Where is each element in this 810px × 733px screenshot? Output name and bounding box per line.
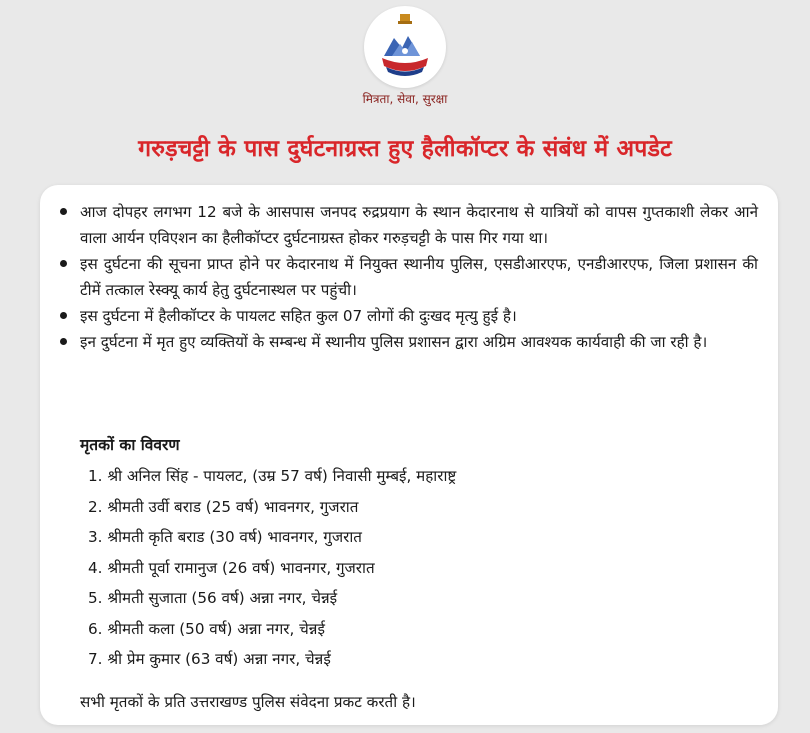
deceased-item: 6. श्रीमती कला (50 वर्ष) अन्ना नगर, चेन्नई	[88, 619, 325, 638]
bullet-text: आज दोपहर लगभग 12 बजे के आसपास जनपद रुद्रप्रयाग के स्थान केदारनाथ से यात्रियों को वापस गुप्तकाशी लेकर आने वाला आर्यन एविएशन का हैलीकॉप्टर दुर्घटनाग्रस्त होकर गरुड़चट्टी के पास गिर गया था।	[80, 203, 758, 247]
bullet-item	[58, 329, 758, 355]
deceased-item: 7. श्री प्रेम कुमार (63 वर्ष) अन्ना नगर, चेन्नई	[88, 650, 331, 668]
update-bullets	[58, 199, 758, 355]
police-emblem-logo	[364, 6, 446, 88]
deceased-heading: मृतकों का विवरण	[80, 436, 180, 454]
deceased-item: 1. श्री अनिल सिंह - पायलट, (उम्र 57 वर्ष) निवासी मुम्बई, महाराष्ट्र	[88, 467, 457, 485]
bullet-text: इस दुर्घटना की सूचना प्राप्त होने पर केदारनाथ में नियुक्त स्थानीय पुलिस, एसडीआरएफ, एनडीआरएफ, जिला प्रशासन की टीमें तत्काल रेस्क्यू कार्य हेतु दुर्घटनास्थल पर पहुंची।	[80, 255, 758, 299]
deceased-item: 5. श्रीमती सुजाता (56 वर्ष) अन्ना नगर, चेन्नई	[88, 589, 338, 607]
bullet-text: इन दुर्घटना में मृत हुए व्यक्तियों के सम्बन्ध में स्थानीय पुलिस प्रशासन द्वारा अग्रिम आवश्यक कार्यवाही की जा रही है।	[80, 333, 708, 351]
bullet-item	[58, 251, 758, 303]
bullet-item	[58, 199, 758, 251]
bullet-dot-icon	[60, 208, 67, 215]
deceased-item: 2. श्रीमती उर्वी बराड (25 वर्ष) भावनगर, गुजरात	[88, 497, 359, 516]
deceased-item: 4. श्रीमती पूर्वा रामानुज (26 वर्ष) भावनगर, गुजरात	[88, 558, 375, 577]
deceased-item: 3. श्रीमती कृति बराड (30 वर्ष) भावनगर, गुजरात	[88, 528, 362, 546]
bullet-dot-icon	[60, 260, 67, 267]
emblem-icon	[364, 6, 446, 88]
bullet-text: इस दुर्घटना में हैलीकॉप्टर के पायलट सहित कुल 07 लोगों की दुःखद मृत्यु हुई है।	[80, 307, 517, 325]
bullet-item	[58, 303, 758, 329]
logo-motto: मित्रता, सेवा, सुरक्षा	[362, 92, 448, 106]
update-card	[40, 185, 778, 725]
page-title: गरुड़चट्टी के पास दुर्घटनाग्रस्त हुए हैलीकॉप्टर के संबंध में अपडेट	[138, 136, 672, 162]
condolence-note: सभी मृतकों के प्रति उत्तराखण्ड पुलिस संवेदना प्रकट करती है।	[80, 693, 416, 711]
bullet-dot-icon	[60, 312, 67, 319]
deceased-list	[88, 461, 456, 675]
bullet-dot-icon	[60, 338, 67, 345]
